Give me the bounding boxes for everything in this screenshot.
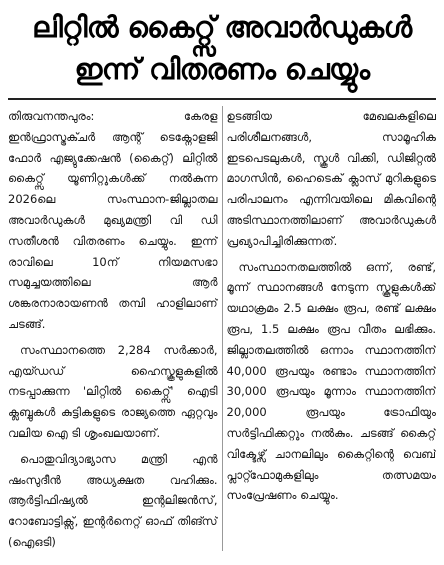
paragraph-criteria: ഉടങ്ങിയ മേഖലകളിലെ പരിശീലനങ്ങൾ, സാമൂഹിക ഇടപെടലുകൾ, സ്കൂൾ വിക്കി, ഡിജിറ്റൽ മാഗസിൻ, ഹൈടെക് ക്ലാസ് മുറികളുടെ പരിപാലനം എന്നിവയിലെ മികവിന്റെ അടിസ്ഥാനത്തിലാണ് അവാർഡുകൾ പ്രഖ്യാപിച്ചിരിക്കുന്നത്. — [226, 109, 436, 248]
headline-rule — [8, 98, 436, 100]
article-column-right — [227, 106, 437, 551]
paragraph-prizes: സംസ്ഥാനതലത്തിൽ ഒന്ന്, രണ്ട്, മൂന്ന് സ്ഥാനങ്ങൾ നേടുന്ന സ്കൂളുകൾക്ക് യഥാക്രമം 2.5 ലക്ഷം രൂപ, രണ്ട് ലക്ഷം രൂപ, 1.5 ലക്ഷം രൂപ വീതം ലഭിക്കും. ജില്ലാതലത്തിൽ ഒന്നാം സ്ഥാനത്തിന് 40,000 രൂപയും രണ്ടാം സ്ഥാനത്തിന് 30,000 രൂപയും മൂന്നാം സ്ഥാനത്തിന് 20,000 രൂപയും ട്രോഫിയും സർട്ടിഫിക്കറ്റും നൽകും. ചടങ്ങ് കൈറ്റ് വിക്ടേഴ്സ് ചാനലിലും കൈറ്റിന്റെ വെബ് പ്ലാറ്റ്ഫോമുകളിലും തത്സമയം സംപ്രേഷണം ചെയ്യും. — [226, 259, 436, 503]
paragraph-clubs: സംസ്ഥാനത്തെ 2,284 സർക്കാർ, എയ്ഡഡ് ഹൈസ്കൂളുകളിൽ നടപ്പാക്കുന്ന 'ലിറ്റിൽ കൈറ്റ്സ്' ഐടി ക്ലബ്ബുകൾ കുട്ടികളുടെ രാജ്യത്തെ ഏറ്റവും വലിയ ഐ ടി ശൃംഖലയാണ്. — [8, 342, 218, 440]
article-headline — [8, 6, 436, 90]
article-body — [8, 106, 436, 551]
article-column-left — [8, 106, 218, 551]
headline-line-2: ഇന്ന് വിതരണം ചെയ്യും — [74, 52, 370, 86]
paragraph-minister: പൊതുവിദ്യാഭ്യാസ മന്ത്രി എൻ ഷംസുദീൻ അധ്യക്ഷത വഹിക്കും. ആർട്ടിഫിഷ്യൽ ഇന്റലിജൻസ്, റോബോട്ടിക്സ്, ഇന്റർനെറ്റ് ഓഫ് തിങ്സ് (ഐഒടി) — [8, 451, 218, 549]
column-divider — [222, 106, 223, 551]
headline-line-1: ലിറ്റിൽ കൈറ്റ്സ് അവാർഡുകൾ — [32, 10, 412, 44]
paragraph-intro: തിരുവനന്തപുരം: കേരള ഇൻഫ്രാസ്ട്രക്ചർ ആന്റ് ടെക്നോളജി ഫോർ എജ്യുക്കേഷൻ (കൈറ്റ്) ലിറ്റിൽ കൈറ്റ്സ് യൂണിറ്റുകൾക്ക് നൽകുന്ന 2026ലെ സംസ്ഥാന-ജില്ലാതല അവാർഡുകൾ മുഖ്യമന്ത്രി വി ഡി സതീശൻ വിതരണം ചെയ്യും. ഇന്ന് രാവിലെ 10ന് നിയമസഭാ സമുച്ചയത്തിലെ ആർ ശങ്കരനാരായണൻ തമ്പി ഹാളിലാണ് ചടങ്ങ്. — [8, 109, 218, 331]
